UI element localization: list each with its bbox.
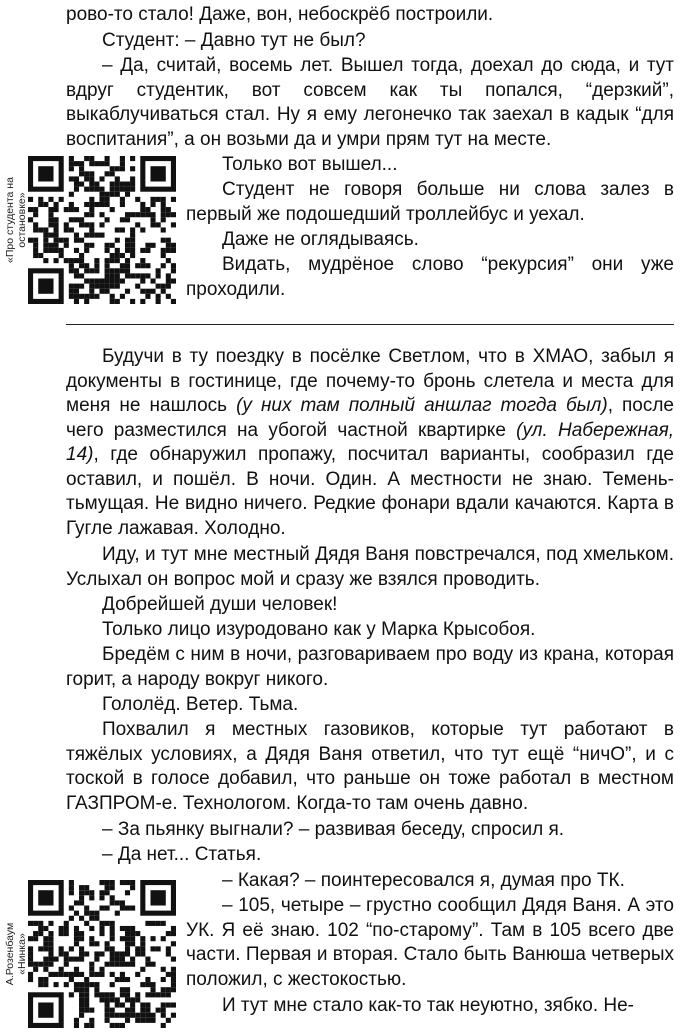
story-paragraph-12: И тут мне стало как-то так неуютно, зябко. Не- xyxy=(222,995,634,1016)
qr-code-icon xyxy=(28,880,176,1028)
qr-caption-line: остановке» xyxy=(16,192,28,248)
paragraph-top-6: Даже не оглядываясь. xyxy=(222,229,419,250)
story-paragraph-1 xyxy=(66,345,674,541)
story-paragraph-4: Только лицо изуродовано как у Марка Крысобоя. xyxy=(102,619,536,640)
story-paragraph-2: Иду, и тут мне местный Дядя Ваня повстречался, под хмельком. Услыхал он вопрос мой и сразу же взялся проводить. xyxy=(66,544,674,590)
section-divider xyxy=(66,324,674,325)
qr-caption-line: «Нинка» xyxy=(16,933,28,975)
italic-span: (ул. Набережная, 14) xyxy=(66,419,675,465)
story-paragraph-7: Похвалил я местных газовиков, которые тут работают в тяжёлых условиях, а Дядя Ваня ответил, что тут ещё “ничО”, и с тоской в голосе добавил, что раньше он тоже работал в местном ГАЗПРОМ-е. Технологом. Когда-то там очень давно. xyxy=(66,719,674,814)
qr-code-ninka[interactable] xyxy=(28,880,176,1028)
story-paragraph-3: Добрейшей души человек! xyxy=(102,594,338,615)
story-paragraph-9: – Да нет... Статья. xyxy=(102,844,262,865)
qr-caption-student xyxy=(4,150,28,290)
story-paragraph-11: – 105, четыре – грустно сообщил Дядя Ваня. А это УК. Я её знаю. 102 “по-старому”. Там в 105 всего две части. Первая и вторая. Стало быть Ванюша четверых положил, с жестокостью. xyxy=(186,895,674,990)
story-paragraph-6: Гололёд. Ветер. Тьма. xyxy=(102,694,299,715)
italic-span: (у них там полный аншлаг тогда был) xyxy=(236,395,608,416)
paragraph-top-line2: Студент: – Давно тут не был? xyxy=(102,30,366,51)
paragraph-top-4: Только вот вышел... xyxy=(222,154,398,175)
paragraph-top-7: Видать, мудрёное слово “рекурсия” они уже проходили. xyxy=(186,254,674,300)
qr-caption-ninka xyxy=(4,884,28,1024)
text-span: Будучи в ту поездку в посёлке Светлом, что в ХМАО, забыл я документы в гостинице, где почему-то бронь слетела и места для меня не нашлось xyxy=(66,346,674,416)
story-paragraph-8: – За пьянку выгнали? – развивая беседу, спросил я. xyxy=(102,819,565,840)
story-paragraph-5: Бредём с ним в ночи, разговариваем про воду из крана, которая горит, а народу вокруг никого. xyxy=(66,644,674,690)
story-paragraph-10: – Какая? – поинтересовался я, думая про ТК. xyxy=(222,870,625,891)
paragraph-top-5: Студент не говоря больше ни слова залез в первый же подошедший троллейбус и уехал. xyxy=(186,179,674,225)
paragraph-top-line1: рово-то стало! Даже, вон, небоскрёб построили. xyxy=(66,4,494,25)
qr-caption-line: А.Розенбаум xyxy=(4,922,16,986)
text-span: , после чего разместился на убогой частной квартирке xyxy=(66,395,674,441)
paragraph-top-3: – Да, считай, восемь лет. Вышел тогда, доехал до сюда, и тут вдруг студентик, вот совсем как ты попался, “дерзкий”, выкаблучиваться стал. Ну я ему легонечко так заехал в кадык “для воспитания”, а он возьми да и умри прям тут на месте. xyxy=(66,55,674,150)
qr-code-icon xyxy=(28,156,176,304)
text-span: , где обнаружил пропажу, посчитал варианты, сообразил где оставил, и пошёл. В ночи. Один. А местности не знаю. Темень-тьмущая. Не видно ничего. Редкие фонари вдали качаются. Карта в Гугле лажавая. Холодно. xyxy=(66,444,674,539)
qr-caption-line: «Про студента на xyxy=(4,177,16,263)
qr-code-student[interactable] xyxy=(28,156,176,304)
